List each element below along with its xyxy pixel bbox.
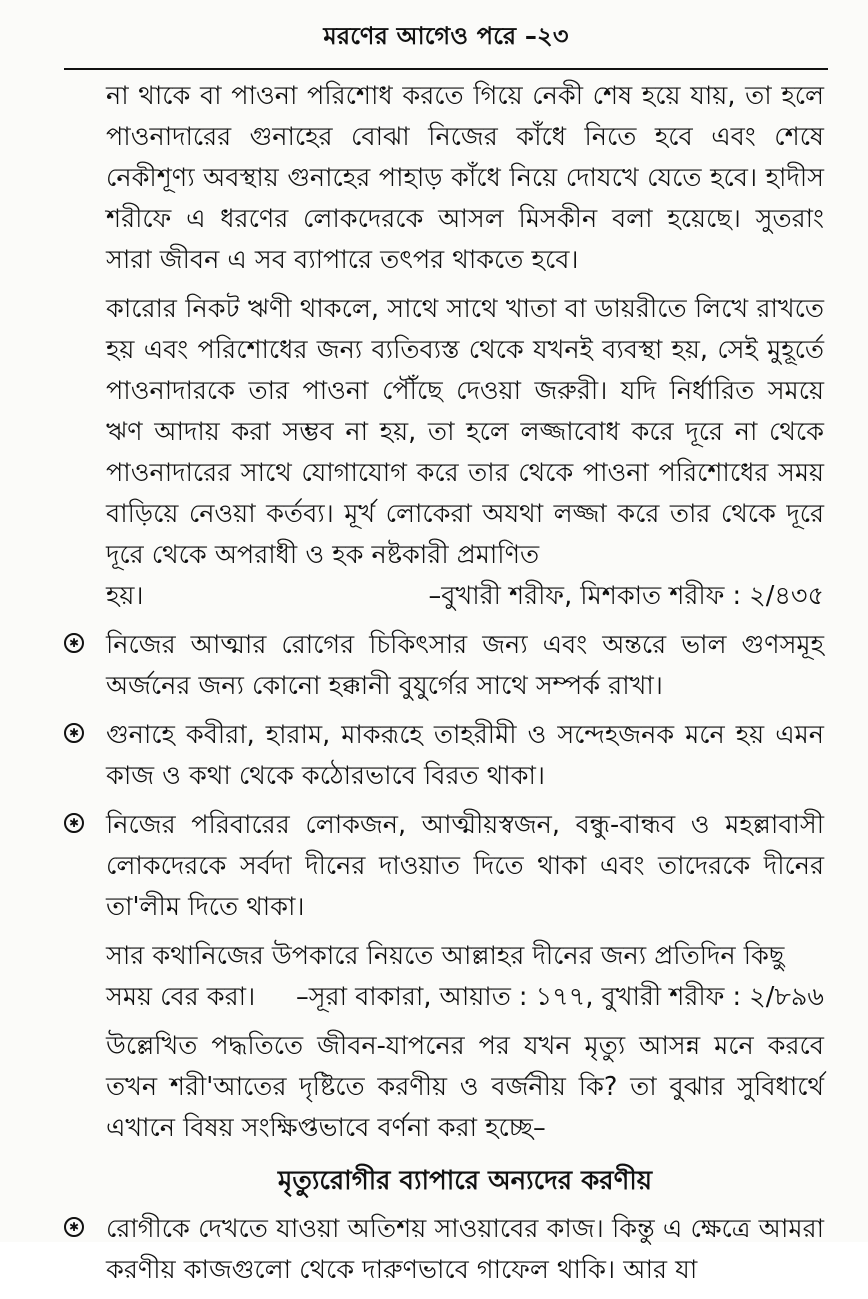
page-title: মরণের আগেও পরে –২৩ [323, 22, 569, 50]
list-item [64, 715, 824, 797]
circled-star-icon: ✱ [64, 813, 84, 833]
paragraph-debt-advice [64, 289, 824, 617]
list-item [64, 625, 824, 707]
circled-star-icon: ✱ [64, 633, 84, 653]
citation-line [106, 576, 824, 617]
citation-line [106, 977, 824, 1018]
page-body [64, 76, 824, 1299]
paragraph-text-end: হয়। [106, 581, 144, 611]
list-item [64, 805, 824, 928]
paragraph-text-end: সময় বের করা। [106, 982, 256, 1012]
paragraph-daily-time [64, 936, 824, 1018]
hadith-reference: –বুখারী শরীফ, মিশকাত শরীফ : ২/৪৩৫ [428, 581, 824, 611]
page-header [64, 6, 828, 70]
list-item-text: নিজের আত্মার রোগের চিকিৎসার জন্য এবং অন্তরে ভাল গুণসমূহ অর্জনের জন্য কোনো হক্কানী বুযুর্গের সাথে সম্পর্ক রাখা। [106, 630, 824, 701]
list-item [64, 1209, 824, 1291]
paragraph-text: সার কথানিজের উপকারে নিয়তে আল্লাহর দীনের জন্য প্রতিদিন কিছু [106, 941, 785, 971]
paragraph-text: কারোর নিকট ঋণী থাকলে, সাথে সাথে খাতা বা ডায়রীতে লিখে রাখতে হয় এবং পরিশোধের জন্য ব্যতিব্যস্ত থেকে যখনই ব্যবস্থা হয়, সেই মুহূর্তে পাওনাদারকে তার পাওনা পৌঁছে দেওয়া জরুরী। যদি নির্ধারিত সময়ে ঋণ আদায় করা সম্ভব না হয়, তা হলে লজ্জাবোধ করে দূরে না থেকে পাওনাদারের সাথে যোগাযোগ করে তার থেকে পাওনা পরিশোধের সময় বাড়িয়ে নেওয়া কর্তব্য। মূর্খ লোকেরা অযথা লজ্জা করে তার থেকে দূরে দূরে থেকে অপরাধী ও হক নষ্টকারী প্রমাণিত [106, 294, 824, 570]
list-item-text: নিজের পরিবারের লোকজন, আত্মীয়স্বজন, বন্ধু-বান্ধব ও মহল্লাবাসী লোকদেরকে সর্বদা দীনের দাওয়াত দিতে থাকা এবং তাদেরকে দীনের তা'লীম দিতে থাকা। [106, 810, 824, 922]
paragraph-intro-death: উল্লেখিত পদ্ধতিতে জীবন-যাপনের পর যখন মৃত্যু আসন্ন মনে করবে তখন শরী'আতের দৃষ্টিতে করণীয় ও বর্জনীয় কি? তা বুঝার সুবিধার্থে এখানে বিষয় সংক্ষিপ্তভাবে বর্ণনা করা হচ্ছে– [106, 1031, 824, 1143]
circled-star-icon: ✱ [64, 1217, 84, 1237]
quran-reference: –সূরা বাকারা, আয়াত : ১৭৭, বুখারী শরীফ : ২/৮৯৬ [295, 982, 824, 1012]
list-item-text: রোগীকে দেখতে যাওয়া অতিশয় সাওয়াবের কাজ। কিন্তু এ ক্ষেত্রে আমরা করণীয় কাজগুলো থেকে দারুণভাবে গাফেল থাকি। আর যা [106, 1214, 824, 1285]
paragraph-debt-consequence: না থাকে বা পাওনা পরিশোধ করতে গিয়ে নেকী শেষ হয়ে যায়, তা হলে পাওনাদারের গুনাহের বোঝা নিজের কাঁধে নিতে হবে এবং শেষে নেকীশূণ্য অবস্থায় গুনাহের পাহাড় কাঁধে নিয়ে দোযখে যেতে হবে। হাদীস শরীফে এ ধরণের লোকদেরকে আসল মিসকীন বলা হয়েছে। সুতরাং সারা জীবন এ সব ব্যাপারে তৎপর থাকতে হবে। [106, 81, 824, 275]
list-item-text: গুনাহে কবীরা, হারাম, মাকরূহে তাহরীমী ও সন্দেহজনক মনে হয় এমন কাজ ও কথা থেকে কঠোরভাবে বিরত থাকা। [106, 720, 824, 791]
circled-star-icon: ✱ [64, 723, 84, 743]
header-divider [64, 68, 828, 70]
section-heading: মৃত্যুরোগীর ব্যাপারে অন্যদের করণীয় [277, 1166, 653, 1196]
